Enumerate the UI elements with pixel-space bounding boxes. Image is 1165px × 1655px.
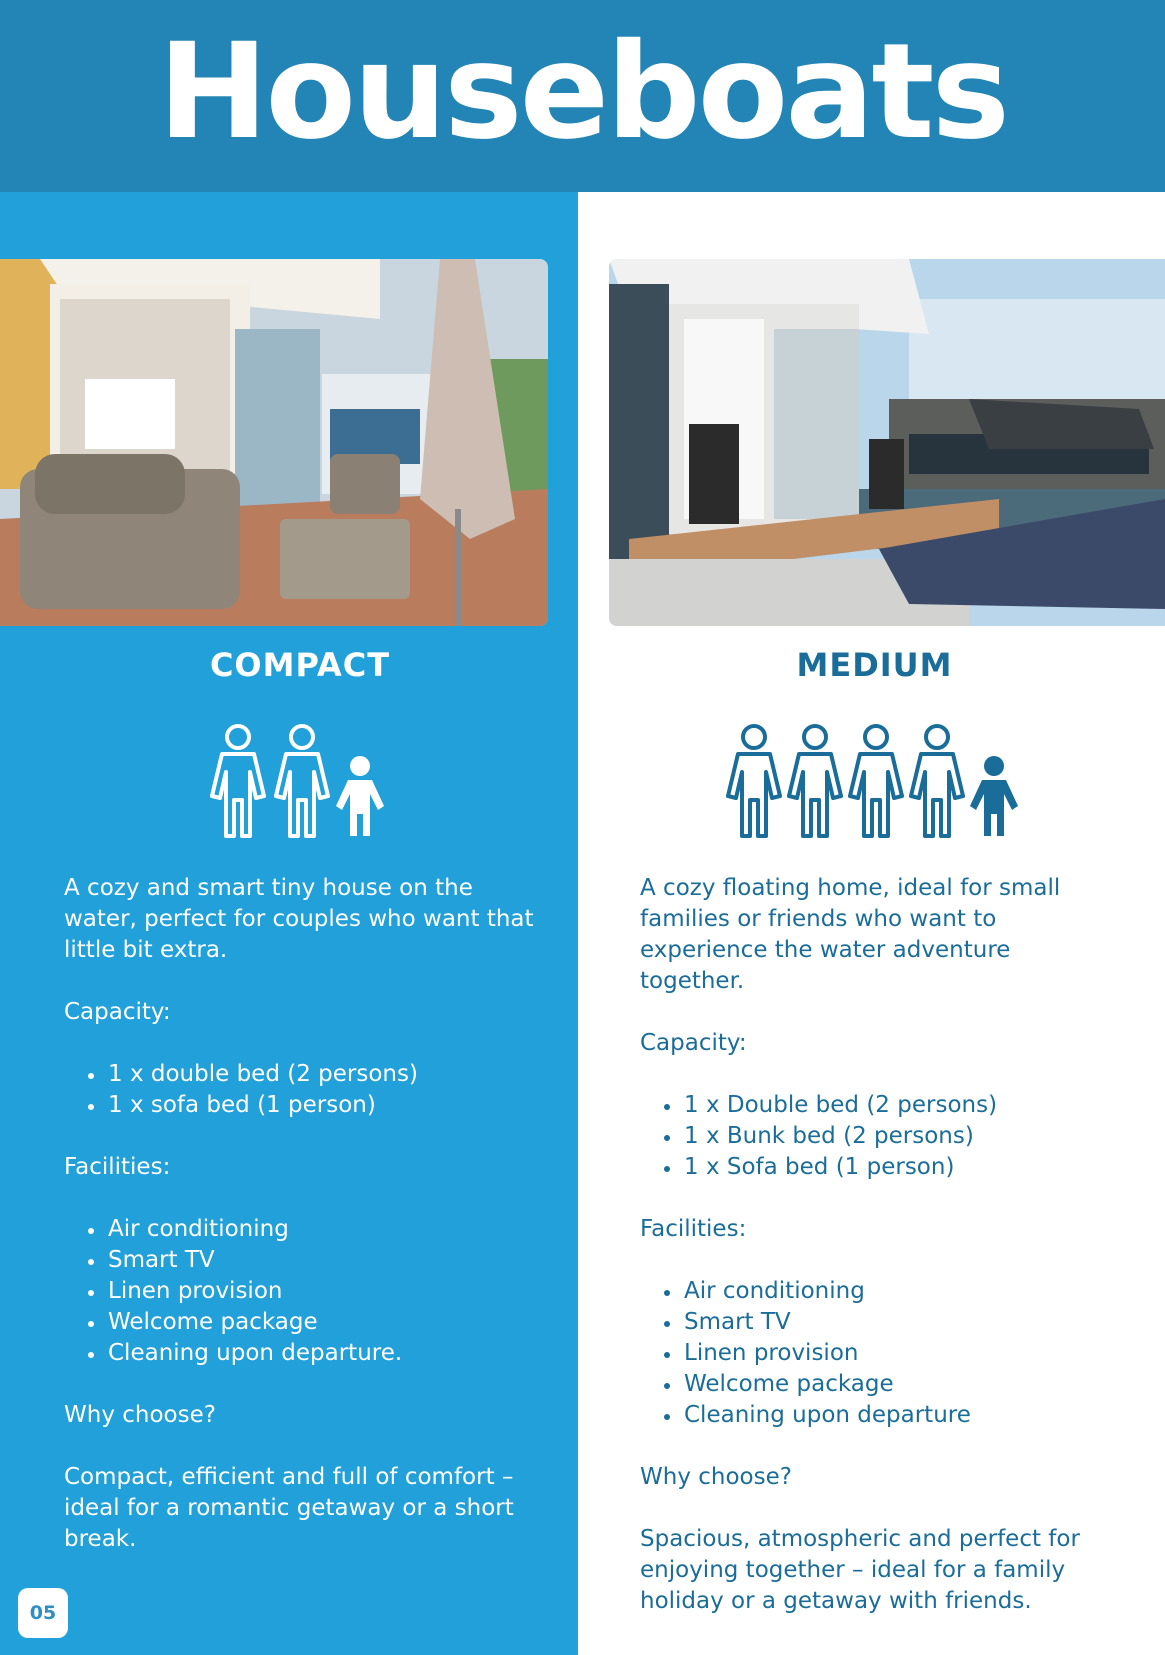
medium-description: A cozy floating home, ideal for small families or friends who want to experience the water adventure together.: [640, 875, 1061, 994]
medium-why-label: Why choose?: [640, 1464, 792, 1490]
list-item: • Air conditioning: [682, 1276, 1120, 1307]
list-item: • Cleaning upon departure: [682, 1400, 1120, 1431]
list-item: • Welcome package: [106, 1307, 544, 1338]
compact-family-icon: [208, 720, 388, 844]
medium-title: MEDIUM: [796, 646, 953, 684]
page-number: 05: [18, 1588, 68, 1638]
medium-why-text: Spacious, atmospheric and perfect for enjoying together – ideal for a family holiday or a getaway with friends.: [640, 1526, 1080, 1614]
list-item: • Smart TV: [682, 1307, 1120, 1338]
list-item: • Welcome package: [682, 1369, 1120, 1400]
adult-person-icon: [728, 726, 780, 836]
list-item: • 1 x Double bed (2 persons): [682, 1090, 1120, 1121]
list-item: • Cleaning upon departure.: [106, 1338, 544, 1369]
compact-houseboat-photo: [0, 259, 548, 626]
list-item: • Air conditioning: [106, 1214, 544, 1245]
compact-facilities-label: Facilities:: [64, 1154, 171, 1180]
list-item: • Smart TV: [106, 1245, 544, 1276]
list-item: • Linen provision: [106, 1276, 544, 1307]
medium-family-icon: [724, 720, 1024, 844]
adult-person-icon: [911, 726, 963, 836]
compact-description: A cozy and smart tiny house on the water, perfect for couples who want that little bit extra.: [64, 875, 534, 963]
compact-capacity-list: [64, 1059, 544, 1121]
adult-person-icon: [850, 726, 902, 836]
child-person-icon: [336, 756, 384, 836]
medium-facilities-list: [640, 1276, 1120, 1431]
adult-person-icon: [212, 726, 264, 836]
medium-houseboat-photo: [609, 259, 1165, 626]
compact-capacity-label: Capacity:: [64, 999, 171, 1025]
compact-why-text: Compact, efficient and full of comfort – ideal for a romantic getaway or a short break.: [64, 1464, 514, 1552]
medium-facilities-label: Facilities:: [640, 1216, 747, 1242]
compact-facilities-list: [64, 1214, 544, 1369]
list-item: • 1 x Sofa bed (1 person): [682, 1152, 1120, 1183]
adult-person-icon: [276, 726, 328, 836]
list-item: • 1 x sofa bed (1 person): [106, 1090, 544, 1121]
list-item: • 1 x Bunk bed (2 persons): [682, 1121, 1120, 1152]
medium-details: [640, 873, 1120, 1648]
list-item: • Linen provision: [682, 1338, 1120, 1369]
compact-details: [64, 873, 544, 1586]
compact-title: COMPACT: [209, 646, 391, 684]
medium-capacity-label: Capacity:: [640, 1030, 747, 1056]
medium-capacity-list: [640, 1090, 1120, 1183]
compact-why-label: Why choose?: [64, 1402, 216, 1428]
child-person-icon: [970, 756, 1018, 836]
adult-person-icon: [789, 726, 841, 836]
list-item: • 1 x double bed (2 persons): [106, 1059, 544, 1090]
page-title: Houseboats: [157, 15, 1008, 169]
header-banner: [0, 0, 1165, 192]
